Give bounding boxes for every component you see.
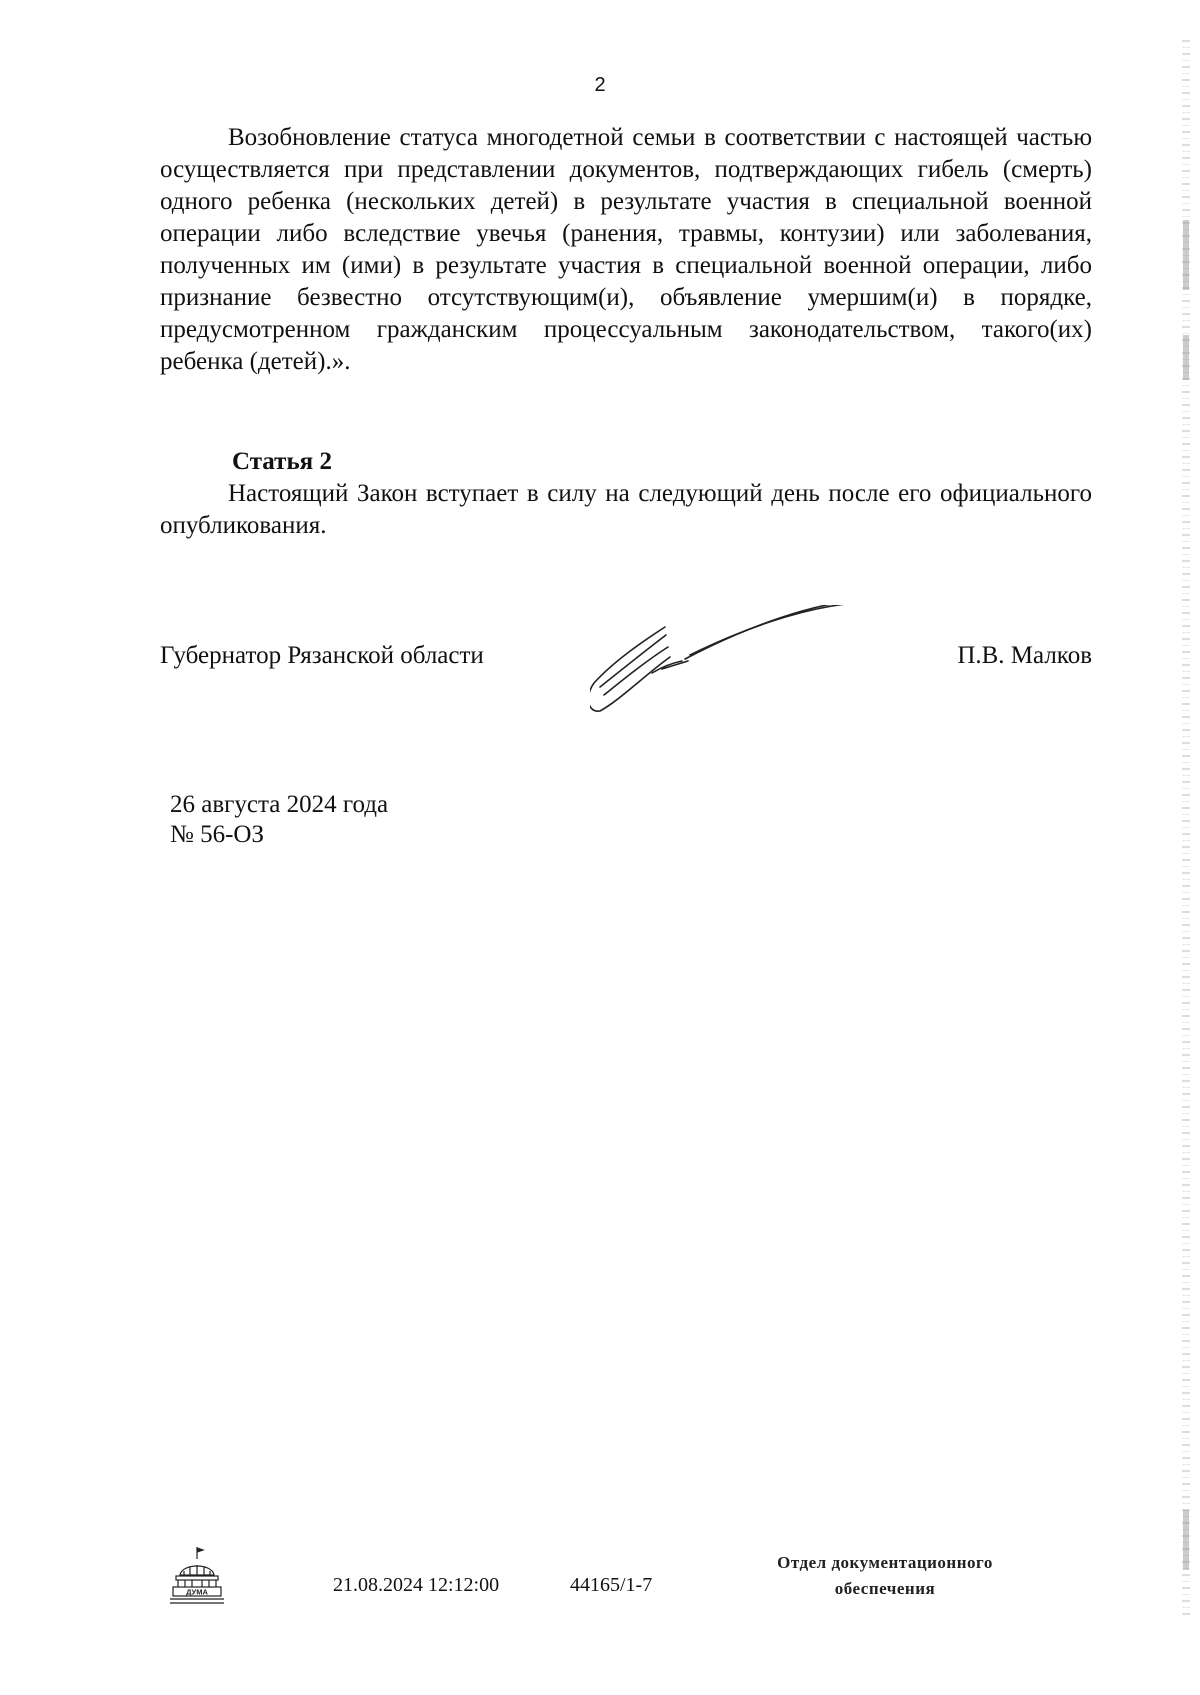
- scan-edge-mark: [1183, 220, 1189, 290]
- duma-logo-icon: [168, 1545, 226, 1607]
- stamp-line-1: Отдел документационного: [777, 1553, 993, 1572]
- governor-name: П.В. Малков: [957, 642, 1092, 669]
- scan-edge-mark: [1183, 1510, 1189, 1570]
- stamp-line-2: обеспечения: [834, 1579, 936, 1598]
- scan-edge-mark: [1183, 335, 1189, 380]
- governor-title: Губернатор Рязанской области: [160, 642, 484, 669]
- logo-wordmark: ДУМА: [186, 1587, 208, 1597]
- article-2-text: Настоящий Закон вступает в силу на следующий день после его официального опубликования.: [160, 480, 1092, 539]
- handwritten-signature: [590, 605, 930, 780]
- article-2-heading: Статья 2: [232, 448, 332, 475]
- department-stamp: [740, 1550, 1030, 1602]
- law-number: № 56-ОЗ: [170, 821, 265, 848]
- page-number: 2: [594, 74, 606, 96]
- footer-datetime: 21.08.2024 12:12:00: [333, 1574, 500, 1596]
- footer-registration-number: 44165/1-7: [570, 1574, 653, 1596]
- signing-date: 26 августа 2024 года: [170, 791, 389, 818]
- paragraph-renewal-status: Возобновление статуса многодетной семьи в соответствии с настоящей частью осуществляется при представлении документов, подтверждающих гибель (смерть) одного ребенка (нескольких детей) в результате участия в специальной военной операции либо вследствие увечья (ранения, травмы, контузии) или заболевания, полученных им (ими) в результате участия в специальной военной операции, либо признание безвестно отсутствующим(и), объявление умершим(и) в порядке, предусмотренном гражданским процессуальным законодательством, такого(их) ребенка (детей).».: [160, 124, 1092, 375]
